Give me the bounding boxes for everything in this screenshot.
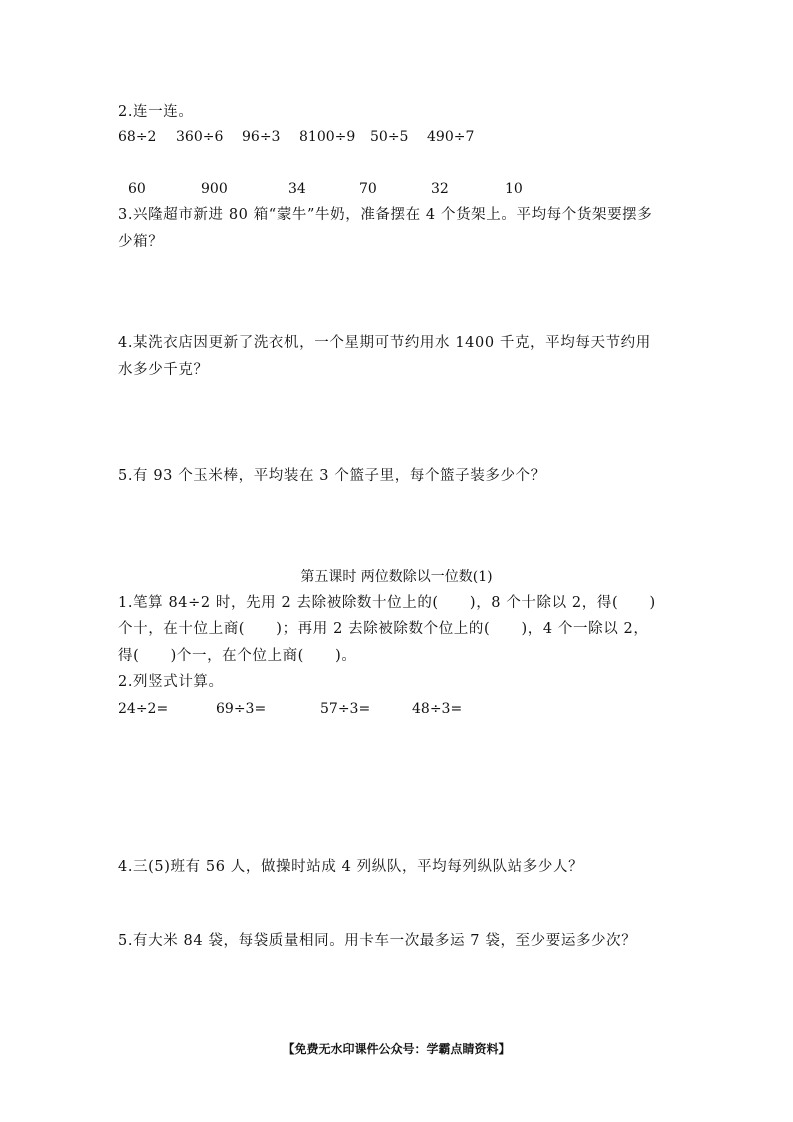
expression-item: 8100÷9 (299, 129, 356, 145)
answer-item: 70 (359, 181, 377, 197)
question-2-title: 2.连一连。 (118, 104, 194, 120)
expression-item: 490÷7 (427, 129, 475, 145)
expression-item: 360÷6 (176, 129, 224, 145)
calculation-item: 57÷3= (320, 701, 371, 717)
expression-item: 96÷3 (242, 129, 281, 145)
question-5: 5.有 93 个玉米棒，平均装在 3 个篮子里，每个篮子装多少个？ (118, 468, 546, 484)
footer-note: 【免费无水印课件公众号：学霸点睛资料】 (282, 1042, 511, 1056)
lesson-question-5: 5.有大米 84 袋，每袋质量相同。用卡车一次最多运 7 袋，至少要运多少次？ (118, 933, 637, 949)
lesson-question-1-line-3: 得( )个一，在个位上商( )。 (118, 648, 357, 664)
answer-item: 900 (201, 181, 228, 197)
calculation-item: 69÷3= (216, 701, 267, 717)
section-title: 第五课时 两位数除以一位数(1) (300, 569, 493, 585)
question-3-line-2: 少箱？ (118, 234, 164, 250)
answer-item: 60 (128, 181, 146, 197)
question-4-line-1: 4.某洗衣店因更新了洗衣机，一个星期可节约用水 1400 千克，平均每天节约用 (118, 335, 651, 351)
question-4-line-2: 水多少千克？ (118, 362, 209, 378)
expression-item: 68÷2 (118, 129, 157, 145)
lesson-question-1-line-2: 个十，在十位上商( )；再用 2 去除被除数个位上的( )，4 个一除以 2， (118, 621, 649, 637)
answer-item: 34 (288, 181, 306, 197)
lesson-question-1-line-1: 1.笔算 84÷2 时，先用 2 去除被除数十位上的( )，8 个十除以 2，得( ) (118, 595, 656, 611)
answer-item: 32 (431, 181, 449, 197)
lesson-question-4: 4.三(5)班有 56 人，做操时站成 4 列纵队，平均每列纵队站多少人？ (118, 859, 584, 875)
answer-item: 10 (505, 181, 523, 197)
question-3-line-1: 3.兴隆超市新进 80 箱“蒙牛”牛奶，准备摆在 4 个货架上。平均每个货架要摆多 (118, 207, 653, 223)
calculation-item: 48÷3= (412, 701, 463, 717)
calculation-item: 24÷2= (118, 701, 169, 717)
lesson-question-2-title: 2.列竖式计算。 (118, 674, 224, 690)
expression-item: 50÷5 (370, 129, 409, 145)
